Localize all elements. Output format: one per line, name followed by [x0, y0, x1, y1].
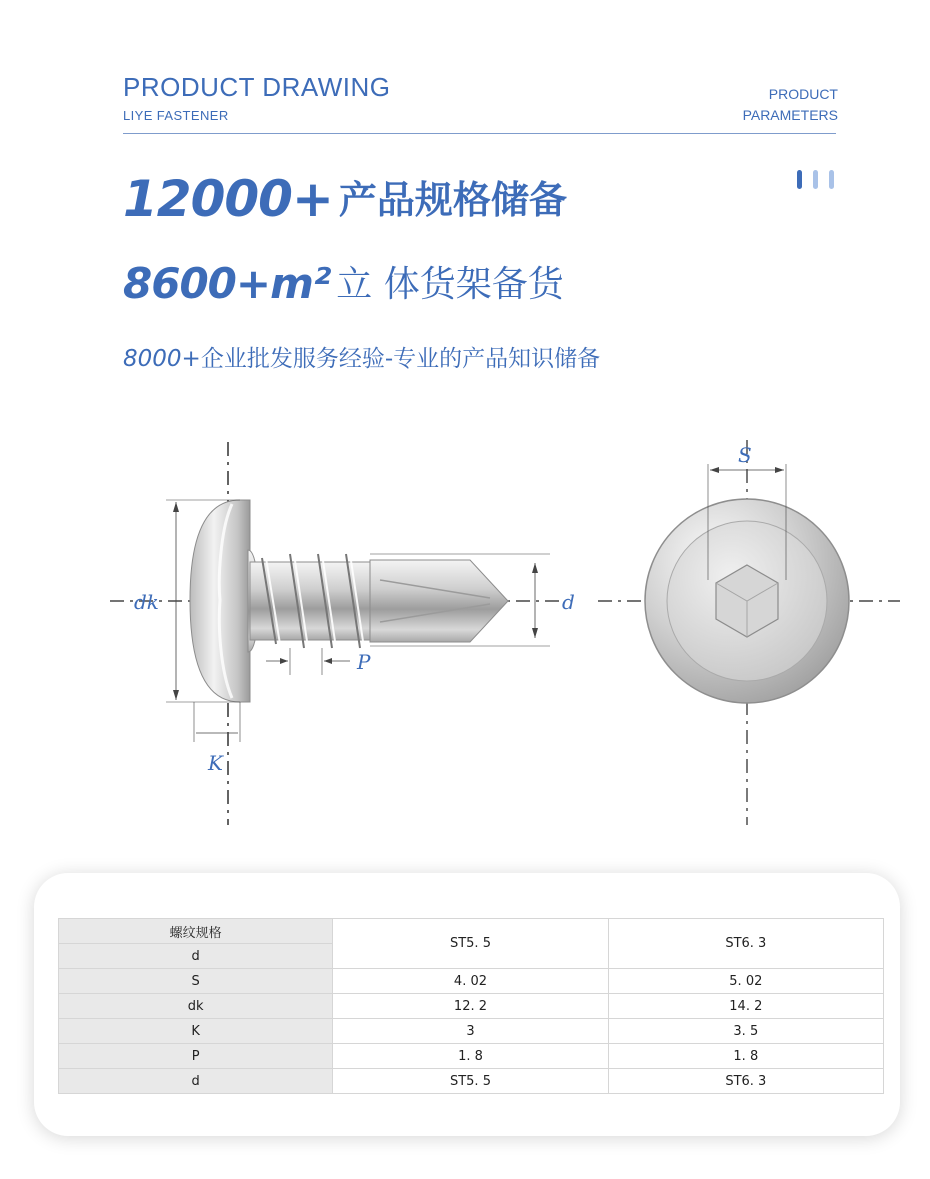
header-subtitle: LIYE FASTENER	[123, 108, 229, 123]
headline-warehouse-text: 立 体货架备货	[336, 264, 564, 305]
screw-side-view	[110, 442, 575, 825]
label-s: S	[738, 443, 752, 467]
headline-warehouse-number: 8600+m²	[123, 259, 331, 308]
row-value: 14. 2	[608, 994, 883, 1019]
row-value: 1. 8	[608, 1044, 883, 1069]
row-label: dk	[59, 994, 333, 1019]
row-value: 12. 2	[333, 994, 608, 1019]
row-value: 1. 8	[333, 1044, 608, 1069]
column-header-2: ST6. 3	[608, 919, 883, 969]
row-label: K	[59, 1019, 333, 1044]
label-d: d	[562, 590, 575, 614]
header-right-line1: PRODUCT	[768, 86, 838, 102]
row-value: 4. 02	[333, 969, 608, 994]
headline-experience-text: 企业批发服务经验-专业的产品知识储备	[200, 346, 601, 372]
header-label-top: 螺纹规格	[59, 919, 333, 944]
label-k: K	[208, 751, 223, 775]
decor-bar-2	[813, 170, 818, 189]
row-label: P	[59, 1044, 333, 1069]
headline-specs	[123, 170, 567, 228]
decor-bar-1	[797, 170, 802, 189]
header-divider	[123, 133, 836, 134]
header-label-bottom: d	[59, 944, 333, 969]
table-row	[59, 969, 884, 994]
row-value: ST6. 3	[608, 1069, 883, 1094]
headline-specs-text: 产品规格储备	[338, 178, 567, 222]
row-value: 3	[333, 1019, 608, 1044]
table-row	[59, 1044, 884, 1069]
header-title: PRODUCT DRAWING	[123, 72, 391, 102]
screw-top-view	[598, 440, 900, 825]
header-right-line2: PARAMETERS	[742, 107, 838, 123]
row-value: 5. 02	[608, 969, 883, 994]
row-label: S	[59, 969, 333, 994]
column-header-1: ST5. 5	[333, 919, 608, 969]
product-drawing	[0, 430, 930, 830]
table-row	[59, 1019, 884, 1044]
headline-warehouse	[123, 258, 564, 309]
row-label: d	[59, 1069, 333, 1094]
decor-bar-3	[829, 170, 834, 189]
headline-experience	[123, 340, 600, 373]
headline-experience-number: 8000+	[123, 346, 201, 372]
spec-table	[58, 918, 884, 1094]
table-row	[59, 919, 884, 944]
table-row	[59, 1069, 884, 1094]
row-value: 3. 5	[608, 1019, 883, 1044]
label-dk: dk	[134, 590, 159, 614]
table-row	[59, 994, 884, 1019]
label-p: P	[357, 650, 371, 674]
header-right	[743, 84, 838, 126]
headline-specs-number: 12000+	[123, 170, 333, 228]
row-value: ST5. 5	[333, 1069, 608, 1094]
